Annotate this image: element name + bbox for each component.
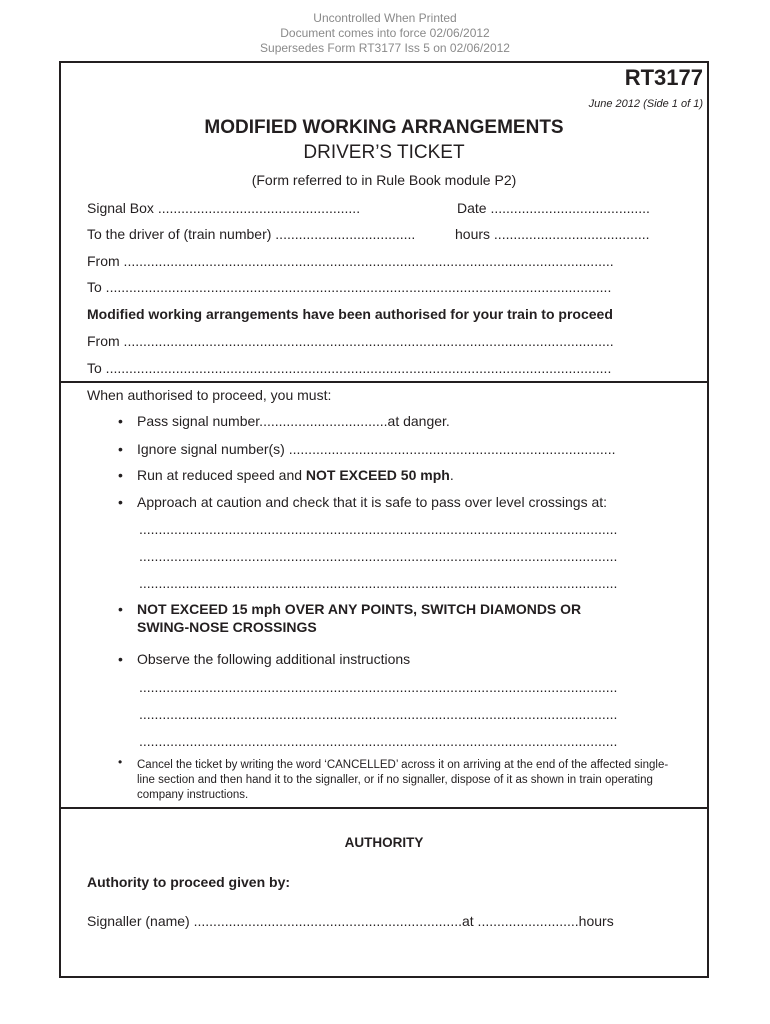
- hours-field[interactable]: hours ........................................: [455, 226, 650, 242]
- header-uncontrolled: Uncontrolled When Printed: [313, 11, 457, 25]
- bullet-icon: •: [118, 413, 123, 429]
- ignore-signals-field[interactable]: Ignore signal number(s) ....................................................................................: [137, 441, 616, 457]
- form-number: RT3177: [624, 65, 703, 90]
- signaller-field[interactable]: Signaller (name) .....................................................................at ..........................hours: [87, 913, 614, 929]
- points-limit-line-1: NOT EXCEED 15 mph OVER ANY POINTS, SWITCH DIAMONDS OR: [137, 601, 582, 617]
- date-field[interactable]: Date .........................................: [457, 200, 650, 216]
- bullet-icon: •: [118, 467, 123, 483]
- pass-signal-field[interactable]: Pass signal number.................................at danger.: [137, 413, 450, 429]
- crossing-line-3[interactable]: ...........................................................................................................................: [139, 575, 618, 591]
- reduced-speed-suffix: .: [449, 467, 454, 483]
- additional-line-1[interactable]: ...........................................................................................................................: [139, 679, 618, 695]
- authorised-statement: Modified working arrangements have been authorised for your train to proceed: [87, 306, 613, 322]
- crossing-line-2[interactable]: ...........................................................................................................................: [139, 548, 618, 564]
- bullet-icon: •: [118, 601, 123, 617]
- divider-bottom: [61, 807, 707, 809]
- crossing-line-1[interactable]: ...........................................................................................................................: [139, 521, 618, 537]
- form-frame: [59, 61, 709, 978]
- section-intro: When authorised to proceed, you must:: [87, 387, 332, 403]
- bullet-icon: •: [118, 494, 123, 510]
- from-field-2[interactable]: From ..............................................................................................................................: [87, 333, 614, 349]
- form-subtitle: DRIVER’S TICKET: [303, 142, 465, 163]
- authority-heading: AUTHORITY: [344, 835, 424, 850]
- from-field-1[interactable]: From ..............................................................................................................................: [87, 253, 614, 269]
- additional-line-2[interactable]: ...........................................................................................................................: [139, 706, 618, 722]
- form-title: MODIFIED WORKING ARRANGEMENTS: [204, 117, 564, 138]
- signal-box-field[interactable]: Signal Box ....................................................: [87, 200, 361, 216]
- bullet-icon: •: [118, 755, 123, 769]
- authority-given-by: Authority to proceed given by:: [87, 874, 291, 890]
- bullet-icon: •: [118, 441, 123, 457]
- points-limit-line-2: SWING-NOSE CROSSINGS: [137, 619, 317, 635]
- additional-line-3[interactable]: ...........................................................................................................................: [139, 733, 618, 749]
- train-number-field[interactable]: To the driver of (train number) ....................................: [87, 226, 416, 242]
- level-crossings-text: Approach at caution and check that it is safe to pass over level crossings at:: [137, 494, 608, 510]
- reduced-speed-text: [137, 467, 454, 483]
- form-edition: June 2012 (Side 1 of 1): [588, 98, 703, 110]
- reduced-speed-prefix: Run at reduced speed and: [137, 467, 306, 483]
- header-force-date: Document comes into force 02/06/2012: [280, 26, 490, 40]
- form-reference: (Form referred to in Rule Book module P2): [251, 172, 517, 188]
- header-supersedes: Supersedes Form RT3177 Iss 5 on 02/06/2012: [260, 41, 510, 55]
- cancel-instructions: Cancel the ticket by writing the word ‘CANCELLED’ across it on arriving at the end of the affected single-line section and then hand it to the signaller, or if no signaller, dispose of it as shown in train operating company instructions.: [137, 759, 669, 801]
- additional-instructions-text: Observe the following additional instructions: [137, 651, 411, 667]
- to-field-1[interactable]: To ..................................................................................................................................: [87, 279, 612, 295]
- reduced-speed-limit: NOT EXCEED 50 mph: [305, 467, 450, 483]
- to-field-2[interactable]: To ..................................................................................................................................: [87, 360, 612, 376]
- divider-top: [61, 381, 707, 383]
- bullet-icon: •: [118, 651, 123, 667]
